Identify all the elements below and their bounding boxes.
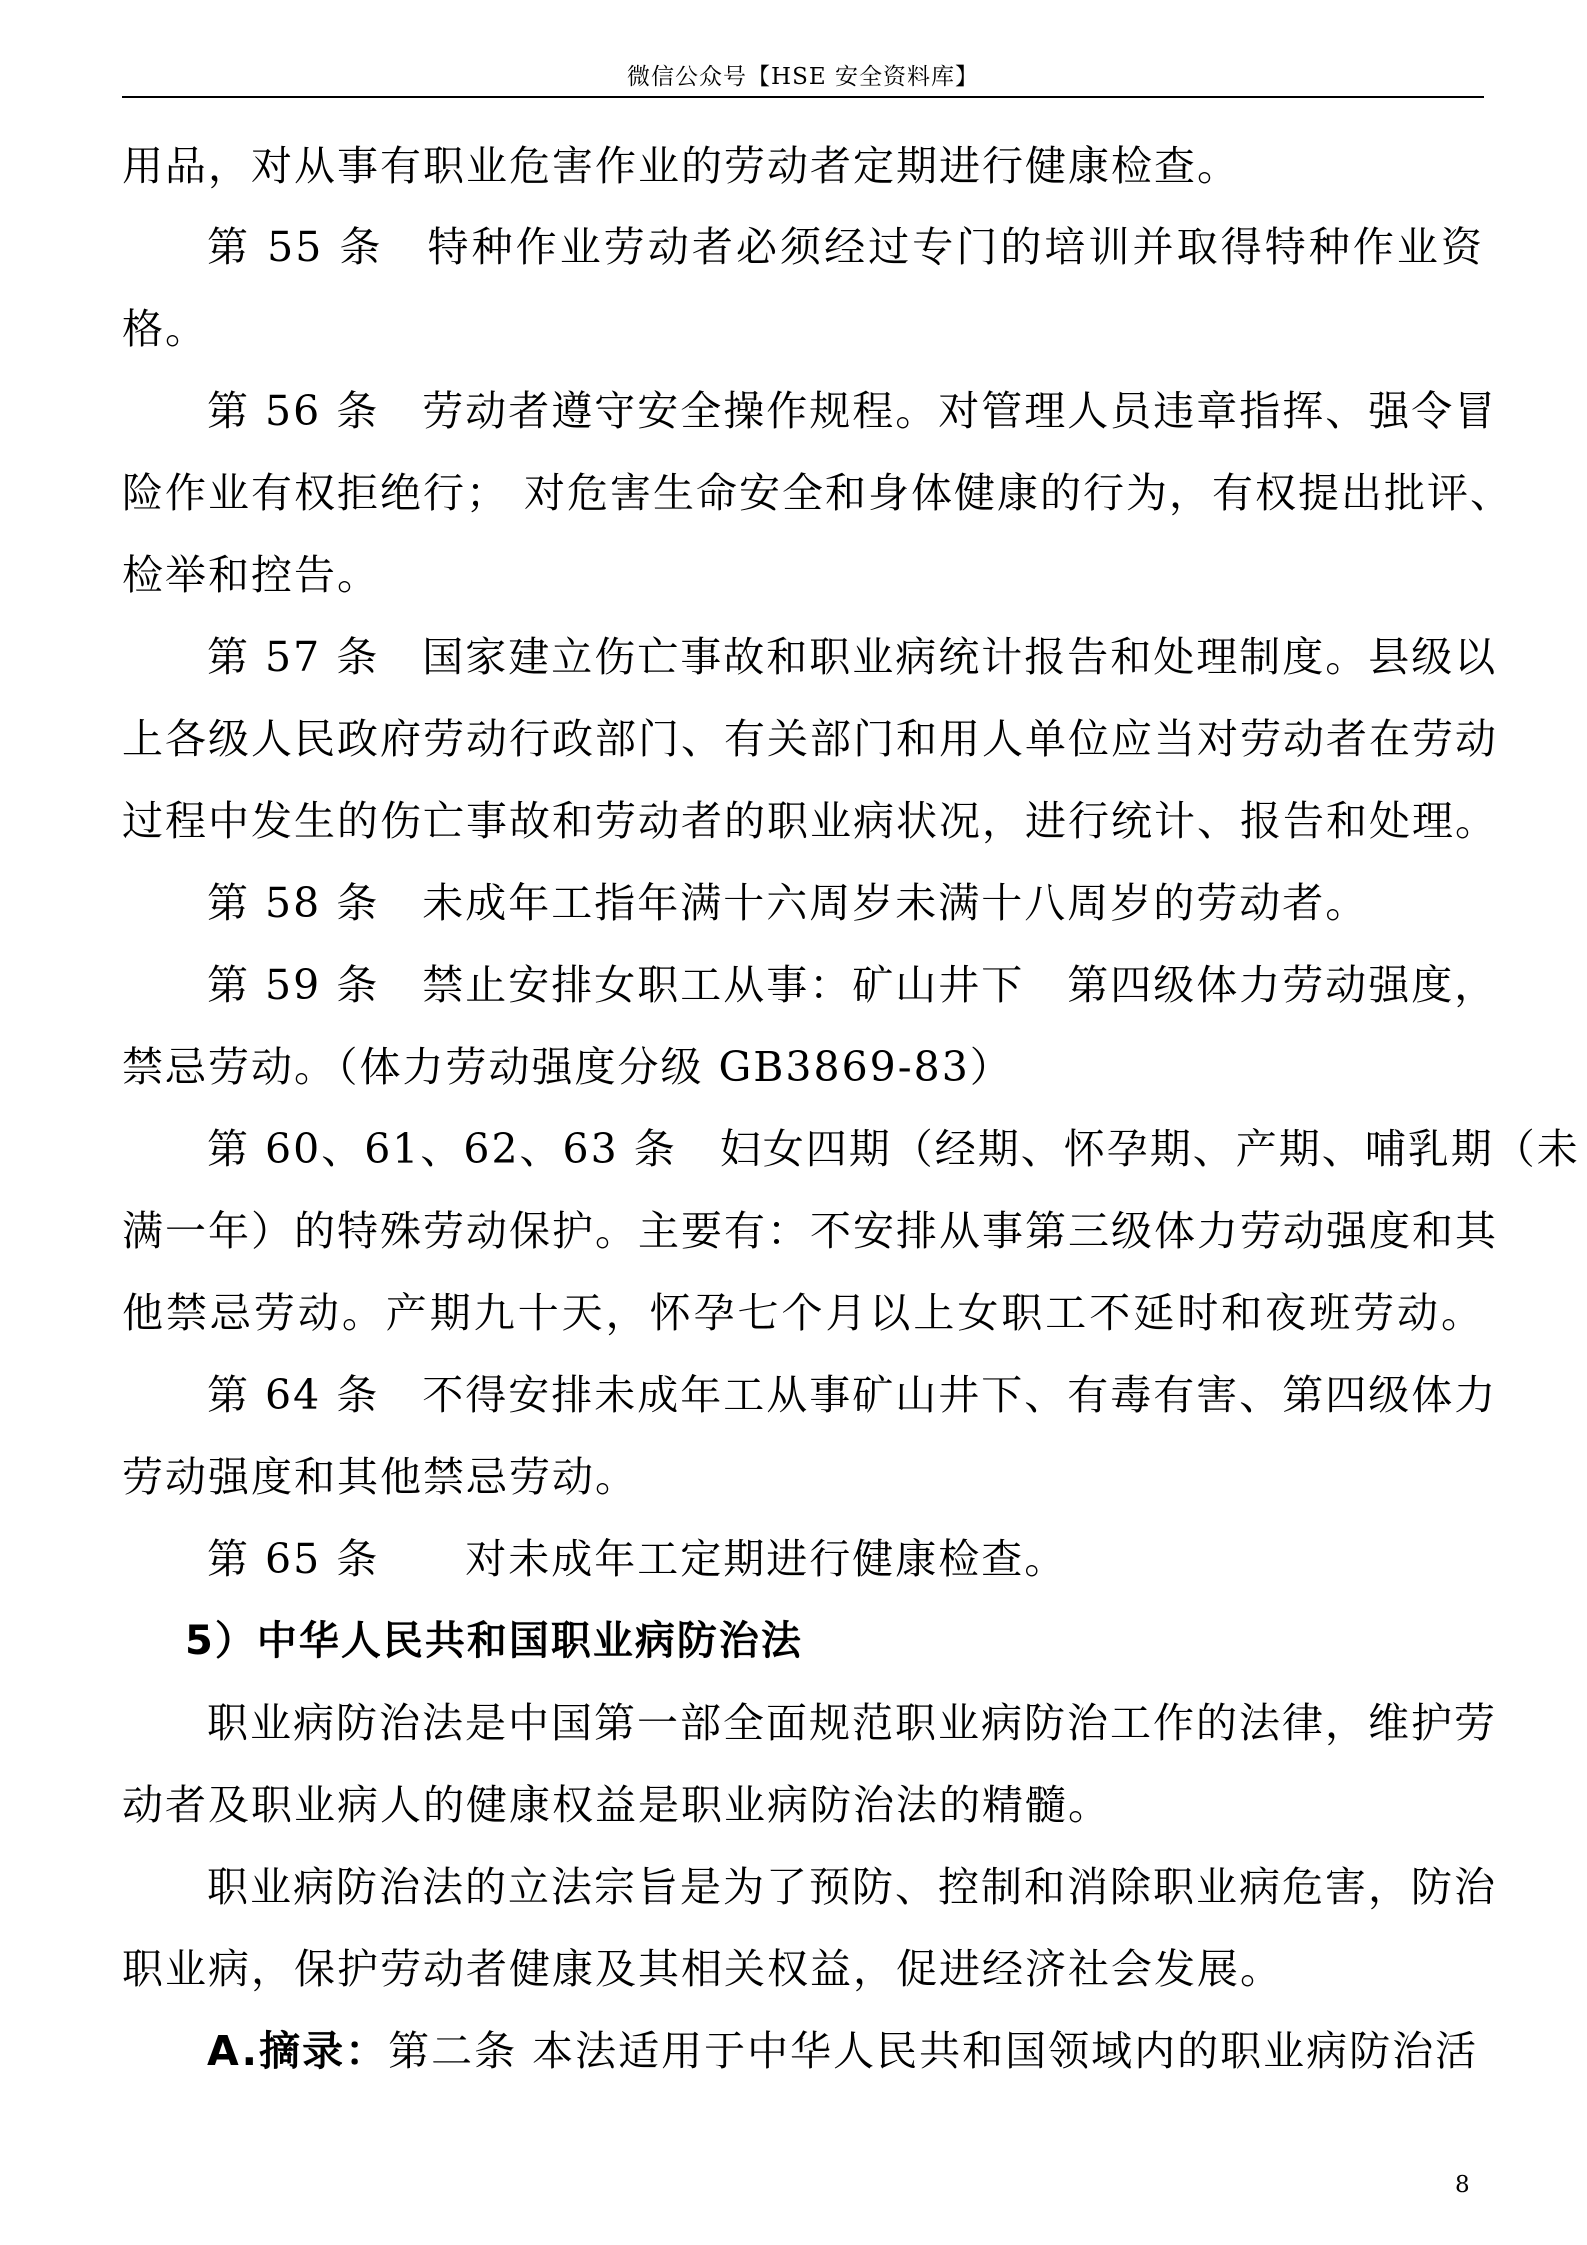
article-55: 第 55 条 特种作业劳动者必须经过专门的培训并取得特种作业资	[207, 223, 1484, 271]
text-line: 职业病防治法是中国第一部全面规范职业病防治工作的法律，维护劳	[207, 1699, 1497, 1747]
text-line: 检举和控告。	[122, 551, 380, 599]
article-59: 第 59 条 禁止安排女职工从事：矿山井下 第四级体力劳动强度，	[207, 961, 1498, 1009]
page-number: 8	[1455, 2172, 1470, 2198]
header-rule	[122, 96, 1484, 98]
excerpt-text: 第二条 本法适用于中华人民共和国领域内的职业病防治活	[388, 2027, 1479, 2075]
text-line: 劳动强度和其他禁忌劳动。	[122, 1453, 638, 1501]
article-56: 第 56 条 劳动者遵守安全操作规程。对管理人员违章指挥、强令冒	[207, 387, 1498, 435]
text-line: 上各级人民政府劳动行政部门、有关部门和用人单位应当对劳动者在劳动	[122, 715, 1498, 763]
article-57: 第 57 条 国家建立伤亡事故和职业病统计报告和处理制度。县级以	[207, 633, 1498, 681]
article-65: 第 65 条 对未成年工定期进行健康检查。	[207, 1535, 1068, 1583]
text-line: 职业病，保护劳动者健康及其相关权益，促进经济社会发展。	[122, 1945, 1283, 1993]
article-58: 第 58 条 未成年工指年满十六周岁未满十八周岁的劳动者。	[207, 879, 1369, 927]
text-line: 格。	[122, 305, 208, 353]
text-line: 用品，对从事有职业危害作业的劳动者定期进行健康检查。	[122, 142, 1240, 190]
excerpt-line	[207, 2021, 1484, 2081]
article-60-63: 第 60、61、62、63 条 妇女四期（经期、怀孕期、产期、哺乳期（未	[207, 1125, 1580, 1173]
text-line: 险作业有权拒绝行； 对危害生命安全和身体健康的行为，有权提出批评、	[122, 469, 1514, 517]
section-heading: 5）中华人民共和国职业病防治法	[185, 1618, 803, 1664]
text-line: 他禁忌劳动。产期九十天，怀孕七个月以上女职工不延时和夜班劳动。	[122, 1289, 1484, 1337]
text-line: 满一年）的特殊劳动保护。主要有：不安排从事第三级体力劳动强度和其	[122, 1207, 1498, 1255]
text-line: 职业病防治法的立法宗旨是为了预防、控制和消除职业病危害，防治	[207, 1863, 1497, 1911]
excerpt-label: A.摘录：	[207, 2027, 389, 2075]
article-64: 第 64 条 不得安排未成年工从事矿山井下、有毒有害、第四级体力	[207, 1371, 1498, 1419]
text-line: 动者及职业病人的健康权益是职业病防治法的精髓。	[122, 1781, 1111, 1829]
text-line: 禁忌劳动。（体力劳动强度分级 GB3869-83）	[122, 1043, 1013, 1091]
text-line: 过程中发生的伤亡事故和劳动者的职业病状况，进行统计、报告和处理。	[122, 797, 1498, 845]
page-header: 微信公众号【HSE 安全资料库】	[627, 64, 979, 90]
